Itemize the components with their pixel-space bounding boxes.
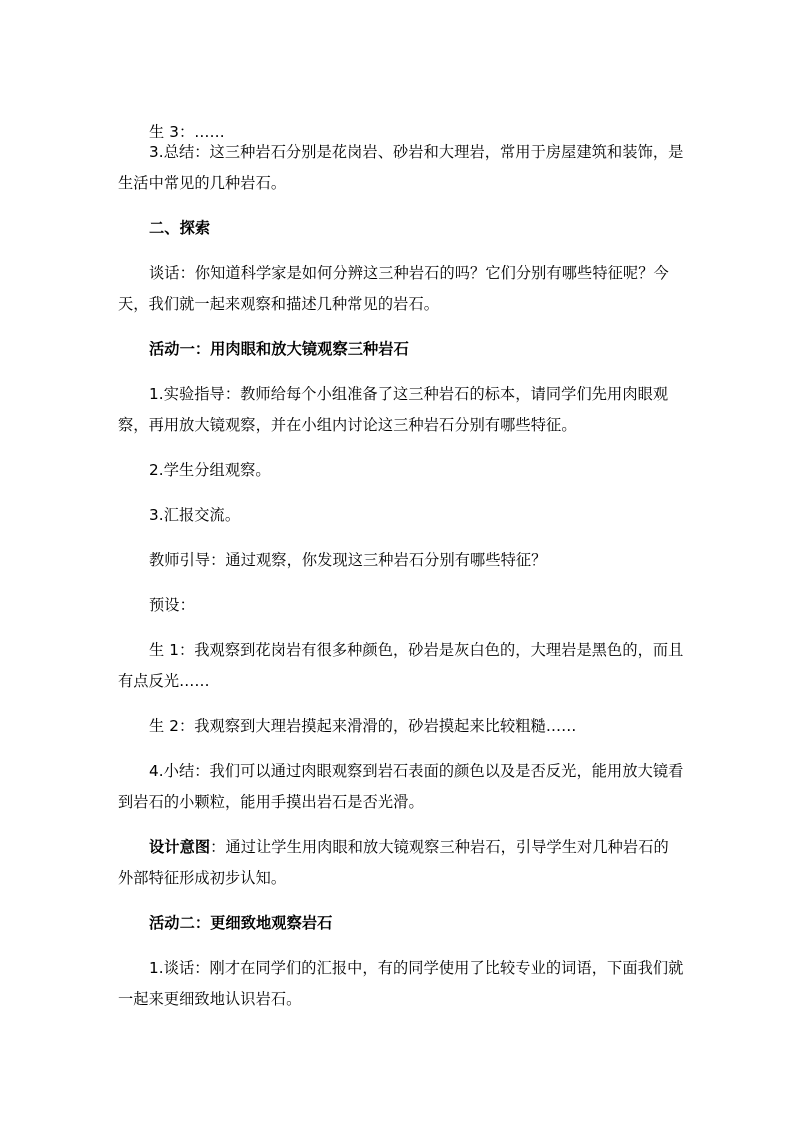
paragraph-report bbox=[118, 500, 684, 531]
paragraph-lead: 1.实验指导 bbox=[149, 385, 225, 403]
paragraph-summary bbox=[118, 137, 684, 199]
paragraph-design-intent bbox=[118, 832, 684, 894]
paragraph-talk-detail bbox=[118, 953, 684, 1015]
paragraph-text: ：我们可以通过肉眼观察到岩石表面的颜色以及是否反光，能用放大镜看到岩石的小颗粒，能用手摸出岩石是否光滑。 bbox=[118, 762, 684, 811]
paragraph-lead: 设计意图 bbox=[149, 838, 211, 856]
section-heading-text: 二、探索 bbox=[149, 219, 211, 237]
paragraph-conclusion bbox=[118, 756, 684, 818]
paragraph-text: 谈话：你知道科学家是如何分辨这三种岩石的吗？它们分别有哪些特征呢？今天，我们就一起来观察和描述几种常见的岩石。 bbox=[118, 264, 669, 313]
paragraph-text: 预设： bbox=[149, 596, 195, 614]
paragraph-text: 生 1：我观察到花岗岩有很多种颜色，砂岩是灰白色的，大理岩是黑色的，而且有点反光…… bbox=[118, 641, 684, 690]
paragraph-text: 生 2：我观察到大理岩摸起来滑滑的，砂岩摸起来比较粗糙…… bbox=[149, 717, 577, 735]
paragraph-group-observe bbox=[118, 455, 684, 486]
paragraph-student-1 bbox=[118, 635, 684, 697]
paragraph-text: ：这三种岩石分别是花岗岩、砂岩和大理岩，常用于房屋建筑和装饰，是生活中常见的几种岩石。 bbox=[118, 143, 684, 192]
paragraph-lead: 4.小结 bbox=[149, 762, 195, 780]
paragraph-experiment-guide bbox=[118, 379, 684, 441]
paragraph-text: ：教师给每个小组准备了这三种岩石的标本，请同学们先用肉眼观察，再用放大镜观察，并在小组内讨论这三种岩石分别有哪些特征。 bbox=[118, 385, 669, 434]
paragraph-text: 3.汇报交流。 bbox=[149, 506, 241, 524]
paragraph-text: ：通过让学生用肉眼和放大镜观察三种岩石，引导学生对几种岩石的外部特征形成初步认知。 bbox=[118, 838, 669, 887]
paragraph-teacher-guide bbox=[118, 545, 684, 576]
paragraph-lead: 3.总结 bbox=[149, 143, 195, 161]
paragraph-text: 教师引导：通过观察，你发现这三种岩石分别有哪些特征？ bbox=[149, 551, 547, 569]
paragraph-lead: 1.谈话 bbox=[149, 959, 195, 977]
activity-heading-text: 活动一：用肉眼和放大镜观察三种岩石 bbox=[149, 340, 409, 358]
paragraph-talk-intro bbox=[118, 258, 684, 320]
paragraph-text: ：刚才在同学们的汇报中，有的同学使用了比较专业的词语，下面我们就一起来更细致地认识岩石。 bbox=[118, 959, 684, 1008]
activity-heading-1 bbox=[118, 334, 684, 365]
paragraph-student-2 bbox=[118, 711, 684, 742]
section-heading-explore bbox=[118, 213, 684, 244]
paragraph-text: 2.学生分组观察。 bbox=[149, 461, 271, 479]
paragraph-text: 生 3：…… bbox=[149, 123, 225, 141]
activity-heading-text: 活动二：更细致地观察岩石 bbox=[149, 914, 333, 932]
activity-heading-2 bbox=[118, 908, 684, 939]
paragraph-preset bbox=[118, 590, 684, 621]
